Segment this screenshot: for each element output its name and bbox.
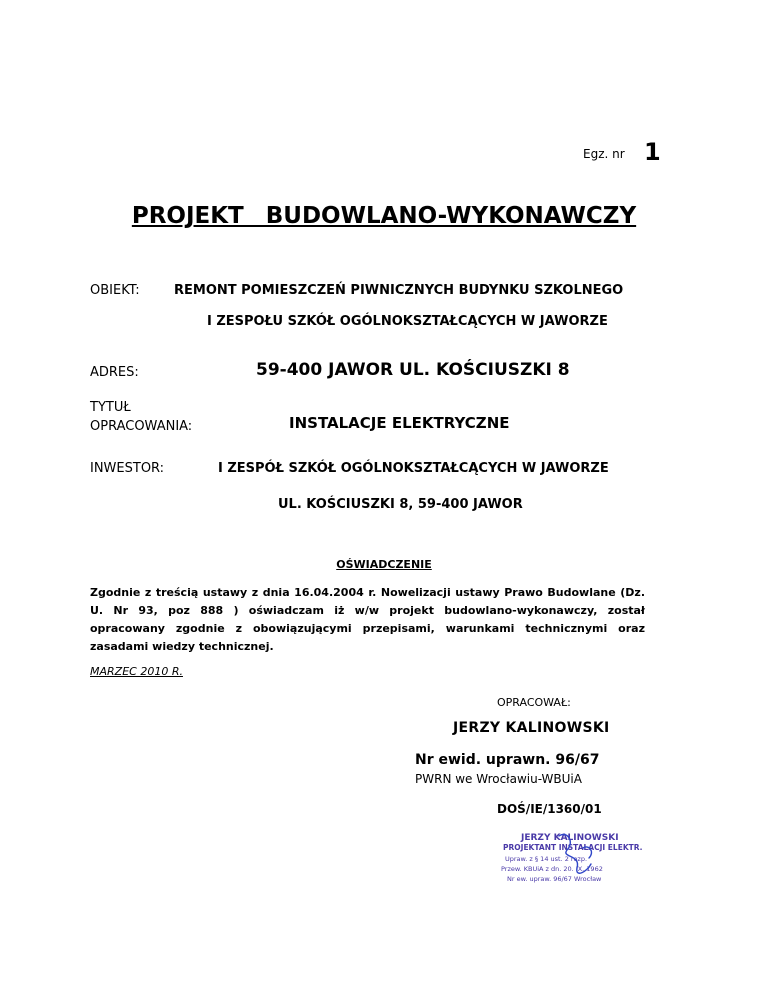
copy-number-label: Egz. nr [583,147,625,161]
object-line-2: I ZESPOŁU SZKÓŁ OGÓLNOKSZTAŁCĄCYCH W JAWORZE [207,314,608,329]
address-value: 59-400 JAWOR UL. KOŚCIUSZKI 8 [256,360,570,380]
author-name: JERZY KALINOWSKI [453,720,610,736]
work-title-value: INSTALACJE ELEKTRYCZNE [289,414,510,432]
declaration-text: Zgodnie z treścią ustawy z dnia 16.04.2004 r. Nowelizacji ustawy Prawo Budowlane (Dz. U. Nr 93, poz 888 ) oświadczam iż w/w projekt budowlano-wykonawczy, został opracowany zgodnie z obowiązującymi przepisami, warunkami technicznymi oraz zasadami wiedzy technicznej. [90,586,645,653]
stamp-line-1: JERZY KALINOWSKI [521,833,619,843]
object-line-1: REMONT POMIESZCZEŃ PIWNICZNYCH BUDYNKU SZKOLNEGO [174,283,624,298]
document-title: PROJEKT BUDOWLANO-WYKONAWCZY [131,203,637,229]
work-title-label-line-1: TYTUŁ [90,400,131,415]
stamp-line-4: Przew. KBUiA z dn. 20. IX. 1962 [501,865,603,873]
copy-number: 1 [644,138,661,166]
official-stamp [497,828,647,890]
license-number: Nr ewid. uprawn. 96/67 [415,752,600,768]
prepared-by-label: OPRACOWAŁ: [497,696,571,709]
work-title-label-line-2: OPRACOWANIA: [90,419,193,434]
investor-line-2: UL. KOŚCIUSZKI 8, 59-400 JAWOR [278,497,523,512]
declaration-heading: OŚWIADCZENIE [336,558,432,571]
work-title-label [90,398,192,436]
reference-number: DOŚ/IE/1360/01 [497,802,602,816]
stamp-line-2: PROJEKTANT INSTALACJI ELEKTR. [503,843,643,852]
document-date: MARZEC 2010 R. [90,665,183,678]
stamp-line-3: Upraw. z § 14 ust. 2 rozp. [505,855,588,863]
investor-line-1: I ZESPÓŁ SZKÓŁ OGÓLNOKSZTAŁCĄCYCH W JAWORZE [218,461,609,476]
license-authority: PWRN we Wrocławiu-WBUiA [415,772,582,786]
object-label: OBIEKT: [90,283,140,298]
stamp-line-5: Nr ew. upraw. 96/67 Wrocław [507,875,602,883]
investor-label: INWESTOR: [90,461,165,476]
address-label: ADRES: [90,365,139,380]
